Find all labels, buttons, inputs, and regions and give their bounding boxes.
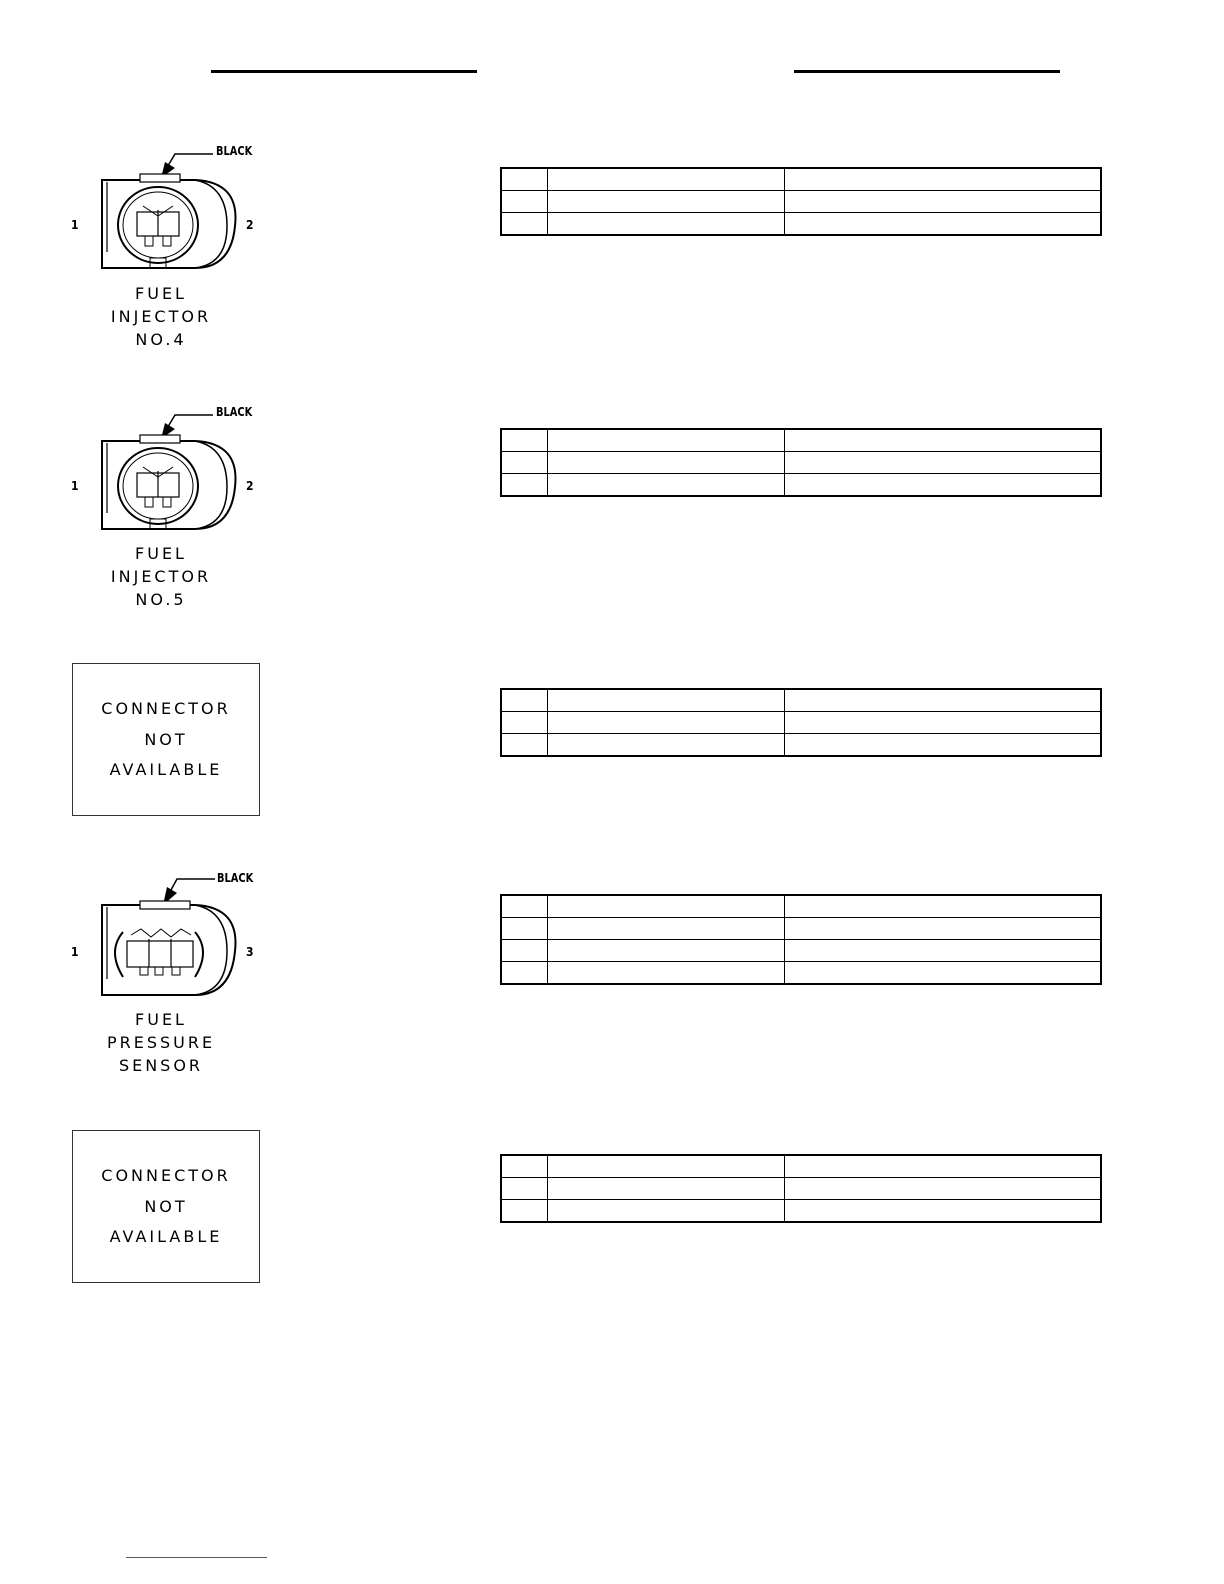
caption-line: SENSOR	[118, 1056, 204, 1075]
table-row	[501, 962, 1101, 985]
table-row	[501, 429, 1101, 452]
na-line: CONNECTOR	[101, 699, 231, 718]
table-row	[501, 1178, 1101, 1200]
na-line: AVAILABLE	[109, 1227, 223, 1246]
connector-not-available-box	[72, 1130, 260, 1283]
table-row	[501, 168, 1101, 191]
wire-color-label: BLACK	[217, 871, 254, 885]
table-row	[501, 734, 1101, 757]
caption-line: NO.5	[135, 590, 187, 609]
connector-caption	[90, 542, 232, 611]
na-line: NOT	[144, 730, 188, 749]
table-row	[501, 689, 1101, 712]
table-row	[501, 940, 1101, 962]
pin-number-left: 1	[71, 945, 79, 959]
connector-caption	[90, 282, 232, 351]
connector-caption	[90, 1008, 232, 1077]
caption-line: NO.4	[135, 330, 187, 349]
caption-line: PRESSURE	[106, 1033, 216, 1052]
table-row	[501, 1200, 1101, 1223]
fuel-pressure-sensor-connector-icon	[95, 867, 245, 1002]
fuel-injector-connector-icon	[95, 140, 245, 275]
caption-line: FUEL	[135, 284, 187, 303]
fuel-injector-connector-icon	[95, 401, 245, 536]
table-row	[501, 1155, 1101, 1178]
na-line: AVAILABLE	[109, 760, 223, 779]
pin-table	[500, 1154, 1102, 1223]
pin-table	[500, 428, 1102, 497]
table-row	[501, 474, 1101, 497]
connector-not-available-box	[72, 663, 260, 816]
pin-number-left: 1	[71, 479, 79, 493]
pin-number-right: 3	[246, 945, 254, 959]
pin-table	[500, 688, 1102, 757]
pin-number-left: 1	[71, 218, 79, 232]
table-row	[501, 452, 1101, 474]
na-line: NOT	[144, 1197, 188, 1216]
caption-line: FUEL	[135, 1010, 187, 1029]
header-rule-right	[794, 70, 1060, 73]
caption-line: INJECTOR	[110, 567, 212, 586]
table-row	[501, 918, 1101, 940]
table-row	[501, 213, 1101, 236]
na-line: CONNECTOR	[101, 1166, 231, 1185]
header-rule-left	[211, 70, 477, 73]
table-row	[501, 712, 1101, 734]
table-row	[501, 191, 1101, 213]
table-row	[501, 895, 1101, 918]
pin-table	[500, 894, 1102, 985]
wire-color-label: BLACK	[216, 405, 253, 419]
pin-table	[500, 167, 1102, 236]
pin-number-right: 2	[246, 218, 254, 232]
pin-number-right: 2	[246, 479, 254, 493]
caption-line: INJECTOR	[110, 307, 212, 326]
caption-line: FUEL	[135, 544, 187, 563]
footer-link[interactable]	[126, 1557, 267, 1558]
wire-color-label: BLACK	[216, 144, 253, 158]
